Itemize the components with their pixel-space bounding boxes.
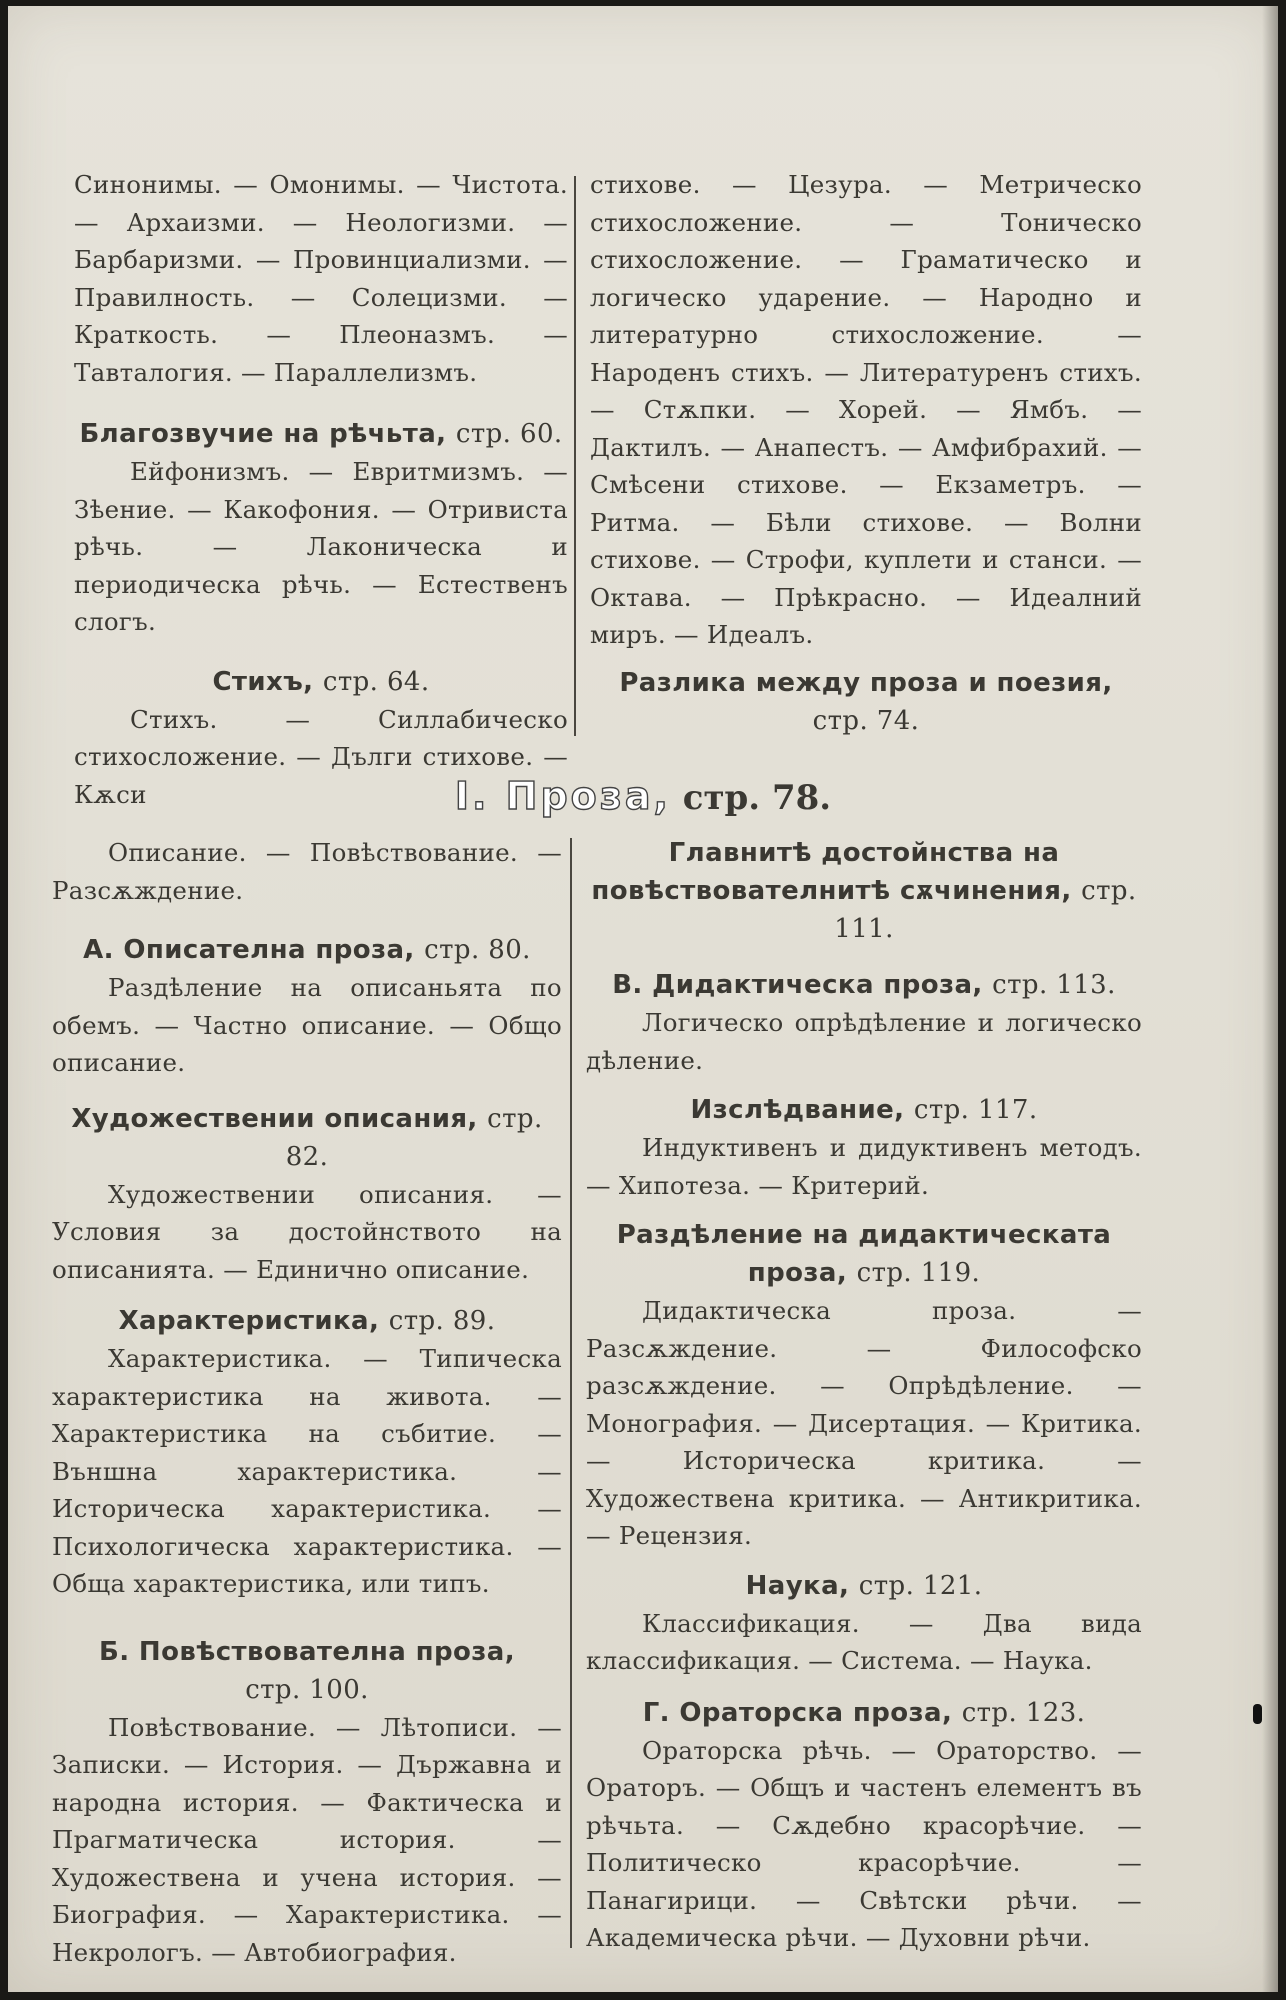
verse-paragraph: Стихъ. — Силлабическо стихосложение. — Дълги стихове. — Кѫси bbox=[74, 704, 568, 809]
bottom-right-column bbox=[586, 834, 1142, 1957]
book-page bbox=[8, 6, 1278, 1992]
didactic-prose-paragraph: Логическо опрѣдѣление и логическо дѣление. bbox=[586, 1008, 1142, 1075]
section-title-prose: I. Проза, стр. 78. bbox=[454, 774, 832, 818]
heading-verse: Стихъ, стр. 64. bbox=[212, 666, 430, 697]
spacer bbox=[590, 654, 1142, 664]
description-narration-paragraph: Описание. — Повѣствование. — Разсѫждение. bbox=[52, 838, 562, 905]
heading-oratory-prose: Г. Ораторска проза, стр. 123. bbox=[642, 1697, 1086, 1728]
heading-prose-poetry-difference: Разлика между проза и поезия, стр. 74. bbox=[619, 667, 1113, 736]
page-edge-shadow bbox=[1262, 6, 1278, 1992]
heading-narrative-prose: Б. Повѣствователна проза, стр. 100. bbox=[98, 1636, 516, 1705]
spacer bbox=[586, 1555, 1142, 1567]
top-left-column bbox=[74, 166, 568, 813]
heading-didactic-division: Раздѣление на дидактическата проза, стр. 119. bbox=[616, 1220, 1112, 1288]
artistic-descriptions-paragraph: Художествении описания. — Условия за достойнството на описанията. — Единично описание. bbox=[52, 1179, 562, 1284]
science-paragraph: Классификация. — Два вида классификация. — Система. — Наука. bbox=[586, 1608, 1142, 1675]
ink-mark bbox=[1253, 1704, 1262, 1724]
spacer bbox=[52, 1603, 562, 1633]
euphony-paragraph: Ейфонизмъ. — Евритмизмъ. — Зѣение. — Какофония. — Отривиста рѣчь. — Лаконическа и периодическа рѣчь. — Естественъ слогъ. bbox=[74, 457, 568, 636]
descriptive-prose-paragraph: Раздѣление на описаньята по обемъ. — Частно описание. — Общо описание. bbox=[52, 973, 562, 1077]
characteristic-paragraph: Характеристика. — Типическа характеристика на живота. — Характеристика на събитие. — Външна характеристика. — Историческа характеристика. — Психологическа характеристика. — Обща характеристика, или типъ. bbox=[52, 1344, 562, 1598]
heading-descriptive-prose: А. Описателна проза, стр. 80. bbox=[83, 935, 531, 965]
spacer bbox=[52, 909, 562, 931]
didactic-division-paragraph: Дидактическа проза. — Разсѫждение. — Философско разсѫждение. — Опрѣдѣление. — Монография. — Дисертация. — Критика. — Историческа критика. — Художествена критика. — Антикритика. — Рецензия. bbox=[586, 1296, 1142, 1550]
spacer bbox=[586, 1079, 1142, 1091]
spacer bbox=[74, 641, 568, 663]
top-right-column bbox=[590, 166, 1142, 740]
spacer bbox=[586, 1680, 1142, 1694]
synonyms-paragraph: Синонимы. — Омонимы. — Чистота. — Архаизми. — Неологизми. — Барбаризми. — Провинциализми. — Правилность. — Солецизми. — Краткость. — Плеоназмъ. — Тавталогия. — Параллелизмъ. bbox=[74, 170, 568, 387]
spacer bbox=[52, 1288, 562, 1302]
spacer bbox=[586, 1204, 1142, 1216]
heading-euphony: Благозвучие на рѣчьта, стр. 60. bbox=[79, 419, 563, 449]
bottom-left-column bbox=[52, 834, 562, 1971]
heading-artistic-descriptions: Художествении описания, стр. 82. bbox=[71, 1103, 543, 1172]
spacer bbox=[52, 1082, 562, 1100]
versification-paragraph: стихове. — Цезура. — Метрическо стихосложение. — Тоническо стихосложение. — Граматическо и логическо ударение. — Народно и литературно стихосложение. — Народенъ стихъ. — Литературенъ стихъ. — Стѫпки. — Хорей. — Ямбъ. — Дактилъ. — Анапестъ. — Амфибрахий. — Смѣсени стихове. — Екзаметръ. — Ритма. — Бѣли стихове. — Волни стихове. — Строфи, куплети и станси. — Октава. — Прѣкрасно. — Идеалний миръ. — Идеалъ. bbox=[590, 170, 1142, 649]
spacer bbox=[586, 948, 1142, 966]
research-paragraph: Индуктивенъ и дидуктивенъ методъ. — Хипотеза. — Критерий. bbox=[586, 1133, 1142, 1200]
oratory-prose-paragraph: Ораторска рѣчь. — Ораторство. — Ораторъ. — Общъ и частенъ елементъ въ рѣчьта. — Сѫдебно красорѣчие. — Политическо красорѣчие. — Панагирици. — Свѣтски рѣчи. — Академическа рѣчи. — Духовни рѣчи. bbox=[586, 1735, 1142, 1952]
spacer bbox=[74, 391, 568, 415]
heading-narrative-virtues: Главнитѣ достойнства на повѣствователнитѣ сѫчинения, стр. 111. bbox=[591, 838, 1137, 944]
heading-science: Наука, стр. 121. bbox=[745, 1570, 983, 1601]
narrative-prose-paragraph: Повѣствование. — Лѣтописи. — Записки. — История. — Държавна и народна история. — Фактическа и Прагматическа история. — Художествена и учена история. — Биография. — Характеристика. — Некрологъ. — Автобиография. bbox=[52, 1712, 562, 1967]
column-divider-bottom bbox=[570, 838, 572, 1948]
heading-research: Изслѣдвание, стр. 117. bbox=[690, 1095, 1038, 1125]
heading-characteristic: Характеристика, стр. 89. bbox=[118, 1306, 496, 1336]
column-divider-top bbox=[574, 176, 576, 736]
heading-didactic-prose: В. Дидактическа проза, стр. 113. bbox=[612, 970, 1116, 1000]
